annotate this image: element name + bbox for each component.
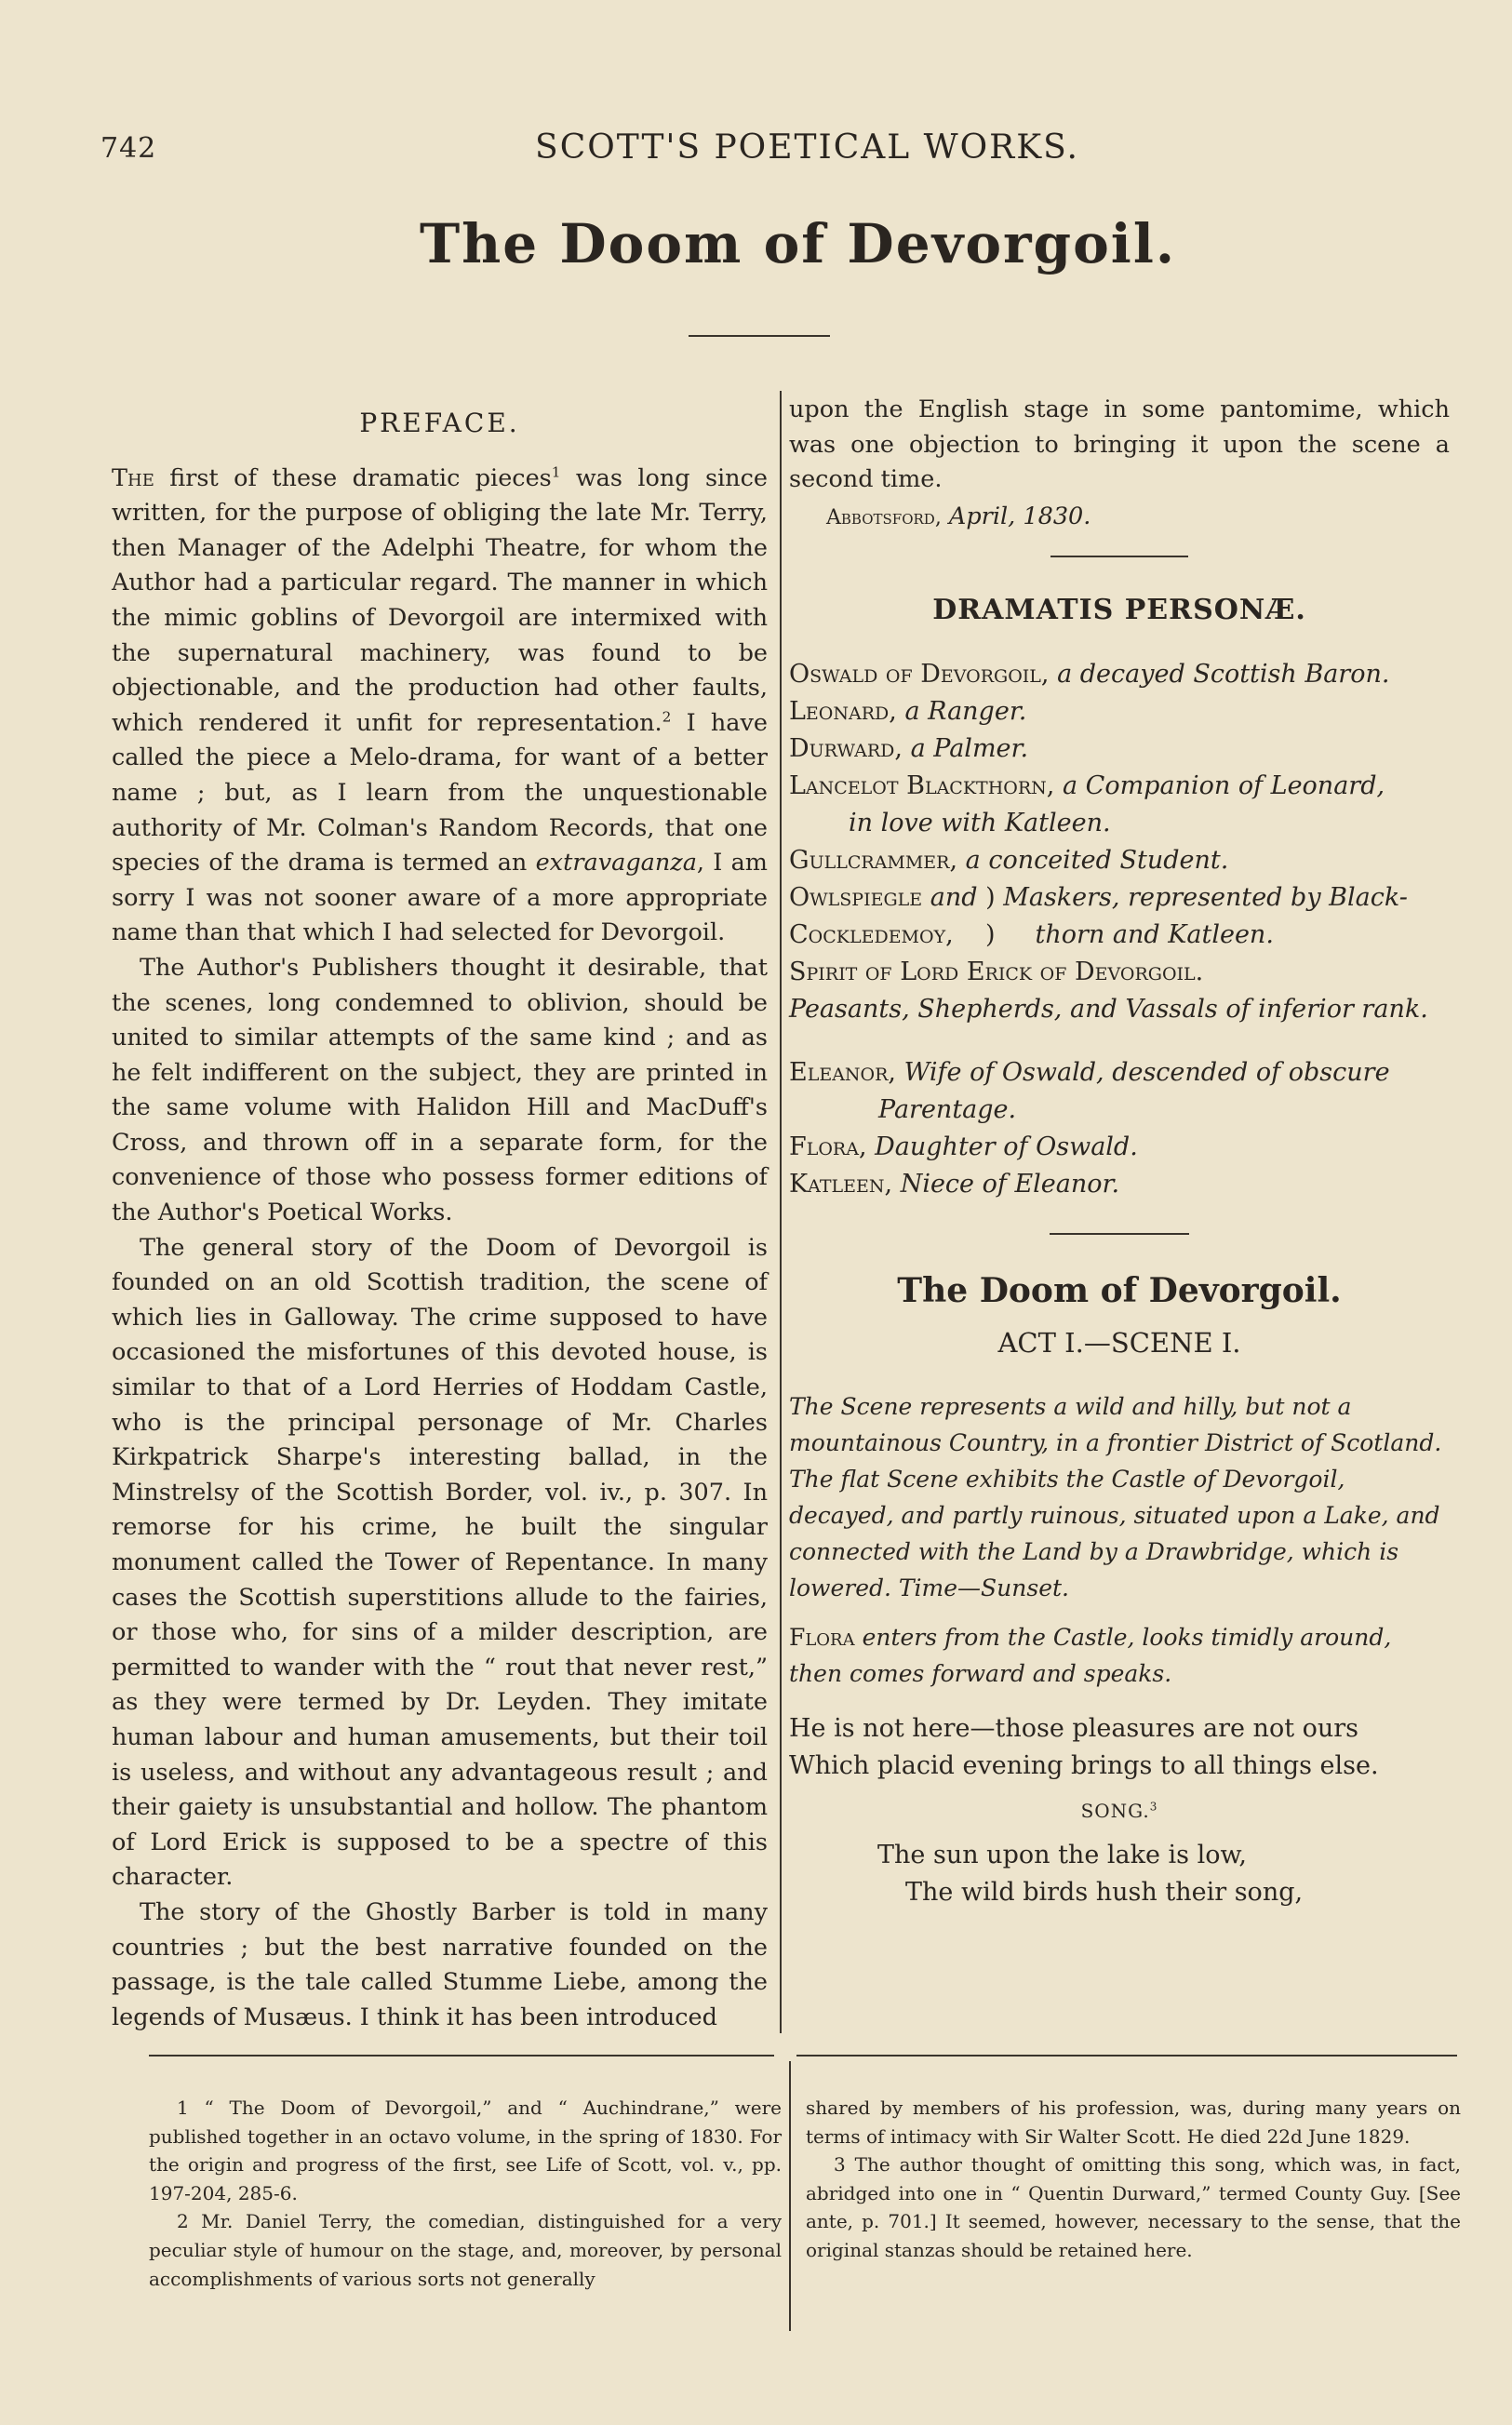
dramatis-row: Cockledemoy, ) thorn and Katleen.	[789, 919, 1274, 949]
preface-paragraph-4: The story of the Ghostly Barber is told in many countries ; but the best narrative founded on the passage, is the tale called Stumme Liebe, among the legends of Musæus. I think it has been introduced	[112, 1897, 768, 2031]
footnote-ref-3: 3	[1149, 1800, 1158, 1814]
title-rule	[689, 335, 830, 337]
footnotes-left	[149, 2094, 782, 2293]
dramatis-list	[789, 656, 1450, 1203]
act-heading: ACT I.—SCENE I.	[997, 1326, 1241, 1359]
dramatis-row: Gullcrammer, a conceited Student.	[789, 845, 1229, 875]
song-heading: SONG.$^3$	[1080, 1800, 1158, 1823]
page-number: 742	[100, 132, 157, 165]
preface-paragraph-1: The first of these dramatic pieces$^1$ was long since written, for the purpose of obliging the late Mr. Terry, then Manager of the Adelphi Theatre, for whom the Author had a particular regard. The manner in which the mimic goblins of Devorgoil are intermixed with the supernatural machinery, was found to be objectionable, and the production had other faults, which rendered it unfit for representation.$^2$ I have called the piece a Melo-drama, for want of a better name ; but, as I learn from the unquestionable authority of Mr. Colman's Random Records, that one species of the drama is termed an extravaganza, I am sorry I was not sooner aware of a more appropriate name than that which I had selected for Devorgoil.	[112, 463, 768, 947]
preface-column	[112, 406, 768, 2035]
dramatis-row-cont: Parentage.	[878, 1094, 1017, 1124]
song-line: The sun upon the lake is low,	[877, 1840, 1247, 1869]
preface-heading: PREFACE.	[359, 408, 520, 438]
dramatis-row: Katleen, Niece of Eleanor.	[789, 1169, 1120, 1199]
dramatis-row: Oswald of Devorgoil, a decayed Scottish Baron.	[789, 659, 1390, 689]
dramatis-row: Eleanor, Wife of Oswald, descended of obscure	[789, 1057, 1390, 1087]
dramatis-row-cont: in love with Katleen.	[849, 808, 1111, 837]
dropcap-word: The	[112, 463, 154, 492]
section-rule	[1050, 1233, 1189, 1235]
footnote-ref-1: 1	[551, 463, 561, 481]
stage-direction: The Scene represents a wild and hilly, but not a mountainous Country, in a frontier District of Scotland. The flat Scene exhibits the Castle of Devorgoil, decayed, and partly ruinous, situated upon a Lake, and connected with the Land by a Drawbridge, which is lowered. Time—Sunset.	[789, 1393, 1442, 1602]
main-title: The Doom of Devorgoil.	[419, 212, 1177, 275]
entry-direction: Flora enters from the Castle, looks timidly around, then comes forward and speaks.	[789, 1624, 1392, 1688]
play-title: The Doom of Devorgoil.	[897, 1270, 1342, 1310]
preface-paragraph-3: The general story of the Doom of Devorgoil is founded on an old Scottish tradition, the scene of which lies in Galloway. The crime supposed to have occasioned the misfortunes of this devoted house, is similar to that of a Lord Herries of Hoddam Castle, who is the principal personage of Mr. Charles Kirkpatrick Sharpe's interesting ballad, in the Minstrelsy of the Scottish Border, vol. iv., p. 307. In remorse for his crime, he built the singular monument called the Tower of Repentance. In many cases the Scottish superstitions allude to the fairies, or those who, for sins of a milder description, are permitted to wander with the “ rout that never rest,” as they were termed by Dr. Leyden. They imitate human labour and human amusements, but their toil is useless, and without any advantageous result ; and their gaiety is unsubstantial and hollow. The phantom of Lord Erick is supposed to be a spectre of this character.	[112, 1233, 768, 1892]
column-divider	[780, 391, 782, 2033]
verse-line: Which placid evening brings to all things else.	[789, 1751, 1379, 1781]
dramatis-row: Leonard, a Ranger.	[789, 696, 1027, 726]
footnote-rule-left	[149, 2055, 774, 2057]
dramatis-heading: DRAMATIS PERSONÆ.	[932, 594, 1306, 627]
footnote-2-cont: shared by members of his profession, was, during many years on terms of intimacy with Sir Walter Scott. He died 22d June 1829.	[806, 2097, 1461, 2148]
dramatis-row: Owlspiegle and ) Maskers, represented by Black-	[789, 882, 1408, 912]
footnote-2: 2 Mr. Daniel Terry, the comedian, distinguished for a very peculiar style of humour on the stage, and, moreover, by personal accomplishments of various sorts not generally	[149, 2210, 782, 2290]
verse-line: He is not here—those pleasures are not ours	[789, 1714, 1359, 1744]
right-column	[789, 393, 1450, 1911]
dramatis-row: Lancelot Blackthorn, a Companion of Leonard,	[789, 770, 1385, 800]
preface-paragraph-2: The Author's Publishers thought it desirable, that the scenes, long condemned to oblivion, should be united to similar attempts of the same kind ; and as he felt indifferent on the subject, they are printed in the same volume with Halidon Hill and MacDuff's Cross, and thrown off in a separate form, for the convenience of those who possess former editions of the Author's Poetical Works.	[112, 953, 768, 1227]
footnotes-right	[806, 2094, 1461, 2265]
footnote-rule-right	[796, 2055, 1457, 2057]
dramatis-row: Durward, a Palmer.	[789, 733, 1029, 763]
footnote-1: 1 “ The Doom of Devorgoil,” and “ Auchindrane,” were published together in an octavo volume, in the spring of 1830. For the origin and progress of the first, see Life of Scott, vol. v., pp. 197-204, 285-6.	[149, 2097, 782, 2204]
section-rule	[1050, 556, 1188, 557]
brace-glyph: )	[953, 919, 1036, 949]
preface-paragraph-5: upon the English stage in some pantomime, which was one objection to bringing it upon the scene a second time.	[789, 395, 1450, 494]
running-title: SCOTT'S POETICAL WORKS.	[535, 128, 1079, 167]
footnote-divider	[789, 2061, 791, 2331]
footnote-ref-2: 2	[662, 708, 672, 726]
maskers-group	[789, 879, 1450, 954]
footnote-3: 3 The author thought of omitting this song, which was, in fact, abridged into one in “ Quentin Durward,” termed County Guy. [See ante, p. 701.] It seemed, however, necessary to the sense, that the original stanzas should be retained here.	[806, 2153, 1461, 2261]
dramatis-row: Flora, Daughter of Oswald.	[789, 1132, 1138, 1161]
brace-glyph: )	[977, 882, 1004, 912]
preface-signature: Abbotsford, April, 1830.	[826, 502, 1091, 530]
dramatis-row: Peasants, Shepherds, and Vassals of inferior rank.	[789, 994, 1428, 1024]
dramatis-row: Spirit of Lord Erick of Devorgoil.	[789, 957, 1204, 986]
song-line: The wild birds hush their song,	[905, 1877, 1304, 1907]
